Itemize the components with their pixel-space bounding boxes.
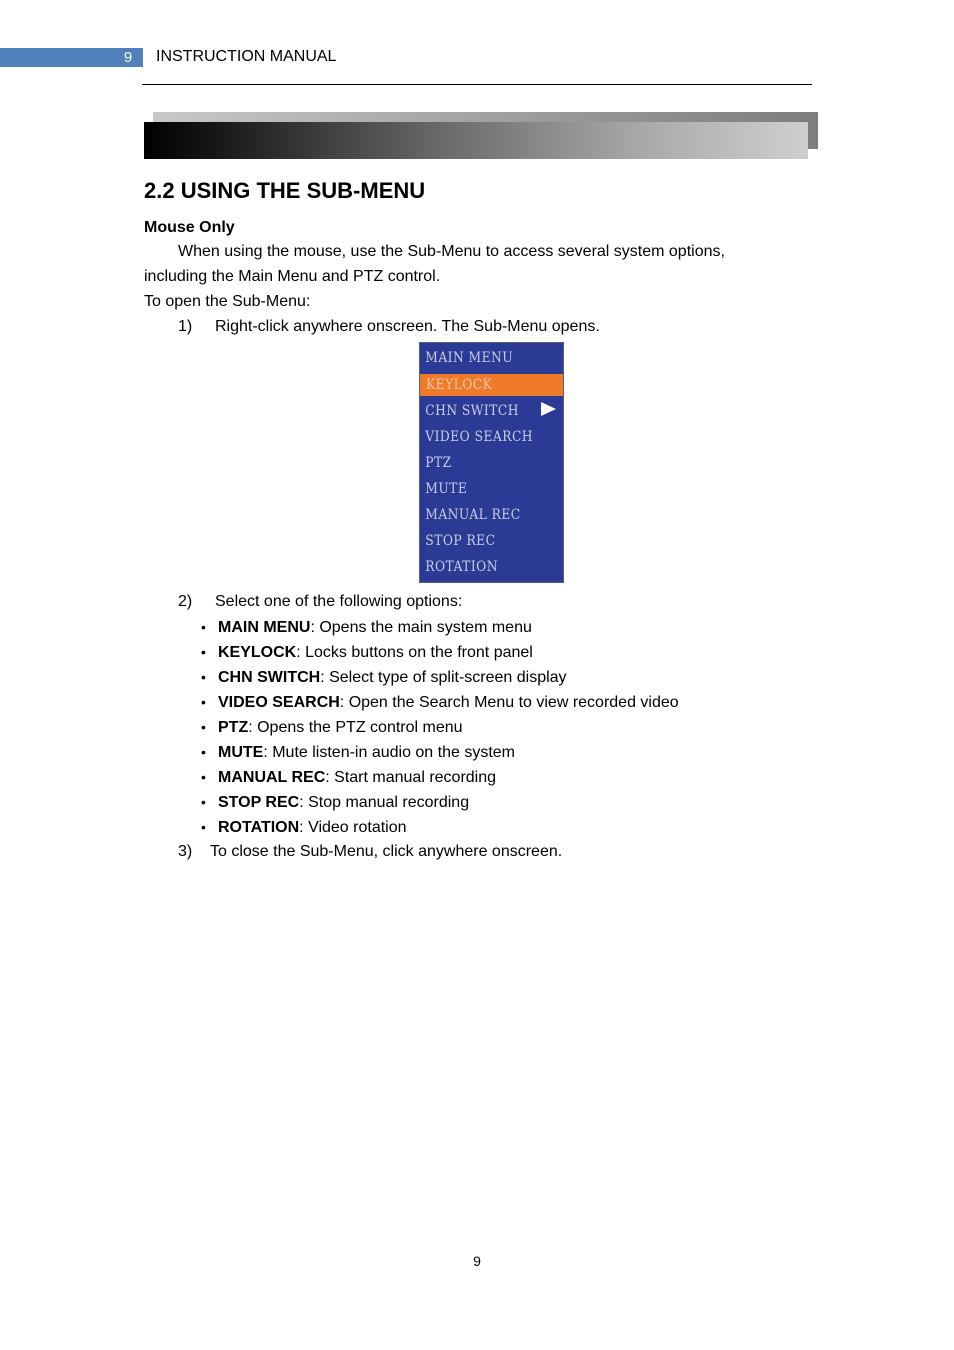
option-name: PTZ [218, 719, 249, 736]
list-item [218, 693, 679, 713]
submenu-item-video-search: VIDEO SEARCH [425, 429, 533, 445]
submenu-item-ptz: PTZ [425, 455, 452, 471]
submenu-item-rotation: ROTATION [425, 559, 498, 575]
step-text: Right-click anywhere onscreen. The Sub-Menu opens. [215, 318, 600, 335]
section-banner [144, 122, 808, 159]
bullet-icon: • [201, 769, 206, 785]
header-divider [142, 84, 812, 85]
option-desc: : Video rotation [299, 819, 407, 836]
list-item [218, 818, 407, 838]
submenu-item-keylock [420, 374, 563, 396]
submenu-item-manual-rec: MANUAL REC [425, 507, 521, 523]
open-label: To open the Sub-Menu: [144, 293, 311, 310]
option-desc: : Open the Search Menu to view recorded video [339, 694, 679, 711]
intro-line-2: including the Main Menu and PTZ control. [144, 268, 441, 285]
bullet-icon: • [201, 819, 206, 835]
list-item [218, 668, 567, 688]
bullet-icon: • [201, 669, 206, 685]
option-name: STOP REC [218, 794, 300, 811]
option-name: MAIN MENU [218, 619, 311, 636]
list-item [218, 618, 532, 638]
step-number: 2) [178, 593, 193, 610]
option-desc: : Mute listen-in audio on the system [263, 744, 516, 761]
option-name: KEYLOCK [218, 644, 297, 661]
bullet-icon: • [201, 719, 206, 735]
option-desc: : Select type of split-screen display [320, 669, 567, 686]
bullet-icon: • [201, 744, 206, 760]
option-name: ROTATION [218, 819, 300, 836]
list-item [218, 743, 515, 763]
option-name: MUTE [218, 744, 264, 761]
option-name: MANUAL REC [218, 769, 326, 786]
bullet-icon: • [201, 794, 206, 810]
option-name: VIDEO SEARCH [218, 694, 340, 711]
header-page-number: 9 [123, 49, 133, 66]
submenu-item-mute: MUTE [425, 481, 468, 497]
option-desc: : Start manual recording [325, 769, 497, 786]
step-text: To close the Sub-Menu, click anywhere onscreen. [210, 843, 563, 860]
submenu-item-label: KEYLOCK [426, 377, 493, 393]
footer-page-number: 9 [473, 1253, 481, 1269]
submenu-item-main-menu: MAIN MENU [425, 350, 514, 366]
step-number: 1) [178, 318, 193, 335]
option-desc: : Opens the main system menu [310, 619, 532, 636]
section-heading: 2.2 USING THE SUB-MENU [144, 178, 426, 203]
step-number: 3) [178, 843, 193, 860]
triangle-right-icon [541, 402, 556, 416]
submenu-screenshot [419, 342, 564, 583]
list-item [218, 643, 533, 663]
subheading: Mouse Only [144, 219, 235, 236]
option-desc: : Stop manual recording [299, 794, 470, 811]
bullet-icon: • [201, 694, 206, 710]
list-item [218, 768, 496, 788]
option-desc: : Opens the PTZ control menu [248, 719, 463, 736]
step-text: Select one of the following options: [215, 593, 463, 610]
option-desc: : Locks buttons on the front panel [296, 644, 533, 661]
bullet-icon: • [201, 644, 206, 660]
intro-line-1: When using the mouse, use the Sub-Menu to access several system options, [178, 243, 725, 260]
bullet-icon: • [201, 619, 206, 635]
option-name: CHN SWITCH [218, 669, 321, 686]
submenu-item-chn-switch: CHN SWITCH [425, 403, 519, 419]
list-item [218, 718, 463, 738]
submenu-item-stop-rec: STOP REC [425, 533, 496, 549]
list-item [218, 793, 469, 813]
header-title: INSTRUCTION MANUAL [156, 48, 337, 65]
